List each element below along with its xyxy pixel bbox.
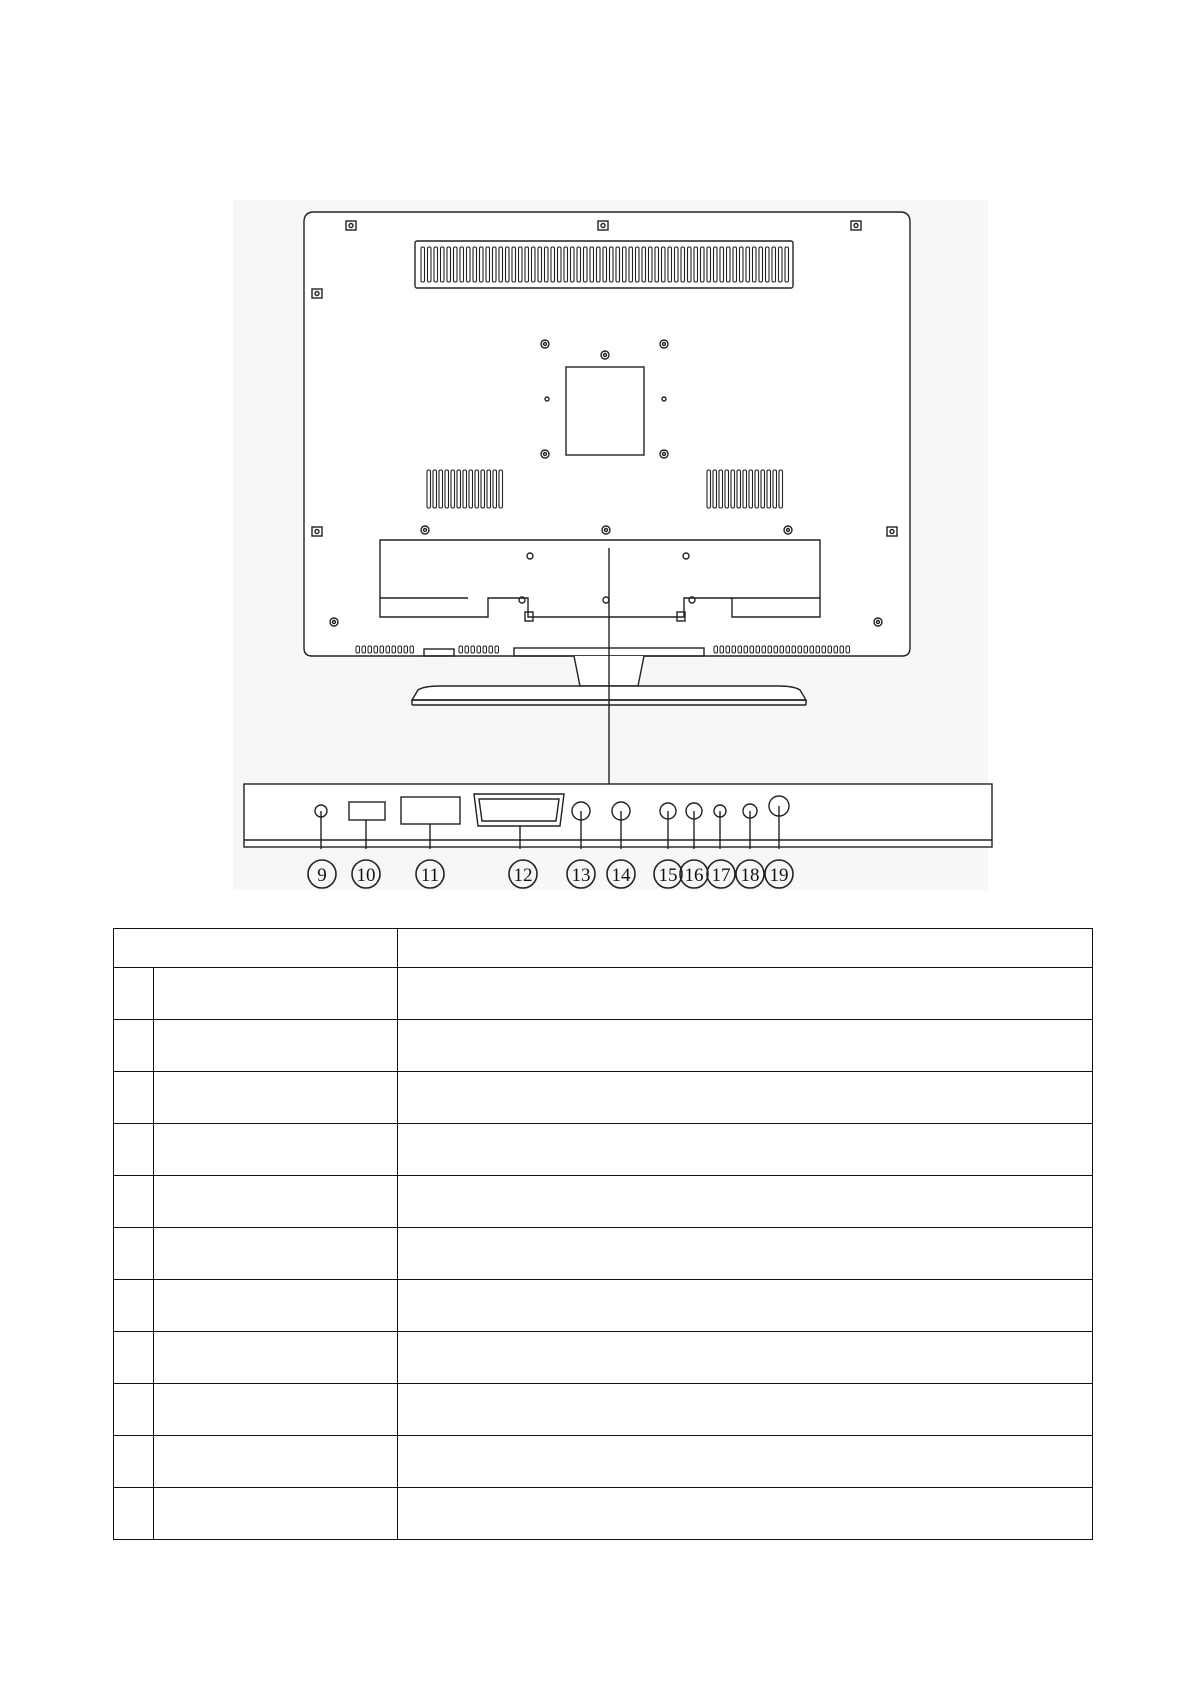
connector-panel-detail xyxy=(244,784,992,849)
table-row xyxy=(114,1020,1093,1072)
row-description-cell xyxy=(398,1436,1093,1488)
row-number-cell xyxy=(114,1228,154,1280)
row-description-cell xyxy=(398,1072,1093,1124)
table-row xyxy=(114,1176,1093,1228)
row-number-cell xyxy=(114,1488,154,1540)
svg-text:12: 12 xyxy=(513,865,533,886)
table-row xyxy=(114,1124,1093,1176)
row-name-cell xyxy=(154,1124,398,1176)
row-name-cell xyxy=(154,968,398,1020)
svg-text:17: 17 xyxy=(711,865,731,886)
row-number-cell xyxy=(114,1020,154,1072)
port-description-table xyxy=(113,928,1093,1540)
row-name-cell xyxy=(154,1384,398,1436)
table-row xyxy=(114,1228,1093,1280)
row-name-cell xyxy=(154,1332,398,1384)
svg-text:10: 10 xyxy=(356,865,376,886)
table-row xyxy=(114,1332,1093,1384)
row-description-cell xyxy=(398,1280,1093,1332)
header-description-cell xyxy=(398,929,1093,968)
row-number-cell xyxy=(114,1176,154,1228)
table-row xyxy=(114,1488,1093,1540)
row-number-cell xyxy=(114,1072,154,1124)
svg-text:9: 9 xyxy=(317,865,327,886)
row-number-cell xyxy=(114,1332,154,1384)
row-name-cell xyxy=(154,1176,398,1228)
connector-cover xyxy=(380,540,820,621)
row-description-cell xyxy=(398,1488,1093,1540)
row-description-cell xyxy=(398,1176,1093,1228)
svg-text:15: 15 xyxy=(658,865,678,886)
svg-text:11: 11 xyxy=(420,865,440,886)
table-row xyxy=(114,1436,1093,1488)
table-row xyxy=(114,1384,1093,1436)
row-name-cell xyxy=(154,1228,398,1280)
row-description-cell xyxy=(398,1020,1093,1072)
row-description-cell xyxy=(398,968,1093,1020)
row-description-cell xyxy=(398,1332,1093,1384)
row-number-cell xyxy=(114,1384,154,1436)
svg-text:16: 16 xyxy=(684,865,704,886)
row-name-cell xyxy=(154,1280,398,1332)
row-number-cell xyxy=(114,968,154,1020)
tv-back-housing xyxy=(304,212,910,656)
svg-text:18: 18 xyxy=(740,865,760,886)
row-number-cell xyxy=(114,1124,154,1176)
svg-text:14: 14 xyxy=(611,865,631,886)
row-description-cell xyxy=(398,1228,1093,1280)
table-row xyxy=(114,1072,1093,1124)
table-row xyxy=(114,968,1093,1020)
row-name-cell xyxy=(154,1436,398,1488)
header-name-cell xyxy=(114,929,398,968)
row-description-cell xyxy=(398,1124,1093,1176)
svg-text:13: 13 xyxy=(571,865,591,886)
row-description-cell xyxy=(398,1384,1093,1436)
row-name-cell xyxy=(154,1020,398,1072)
table-header-row xyxy=(114,929,1093,968)
table-row xyxy=(114,1280,1093,1332)
row-number-cell xyxy=(114,1280,154,1332)
row-name-cell xyxy=(154,1072,398,1124)
row-name-cell xyxy=(154,1488,398,1540)
svg-text:19: 19 xyxy=(769,865,789,886)
row-number-cell xyxy=(114,1436,154,1488)
